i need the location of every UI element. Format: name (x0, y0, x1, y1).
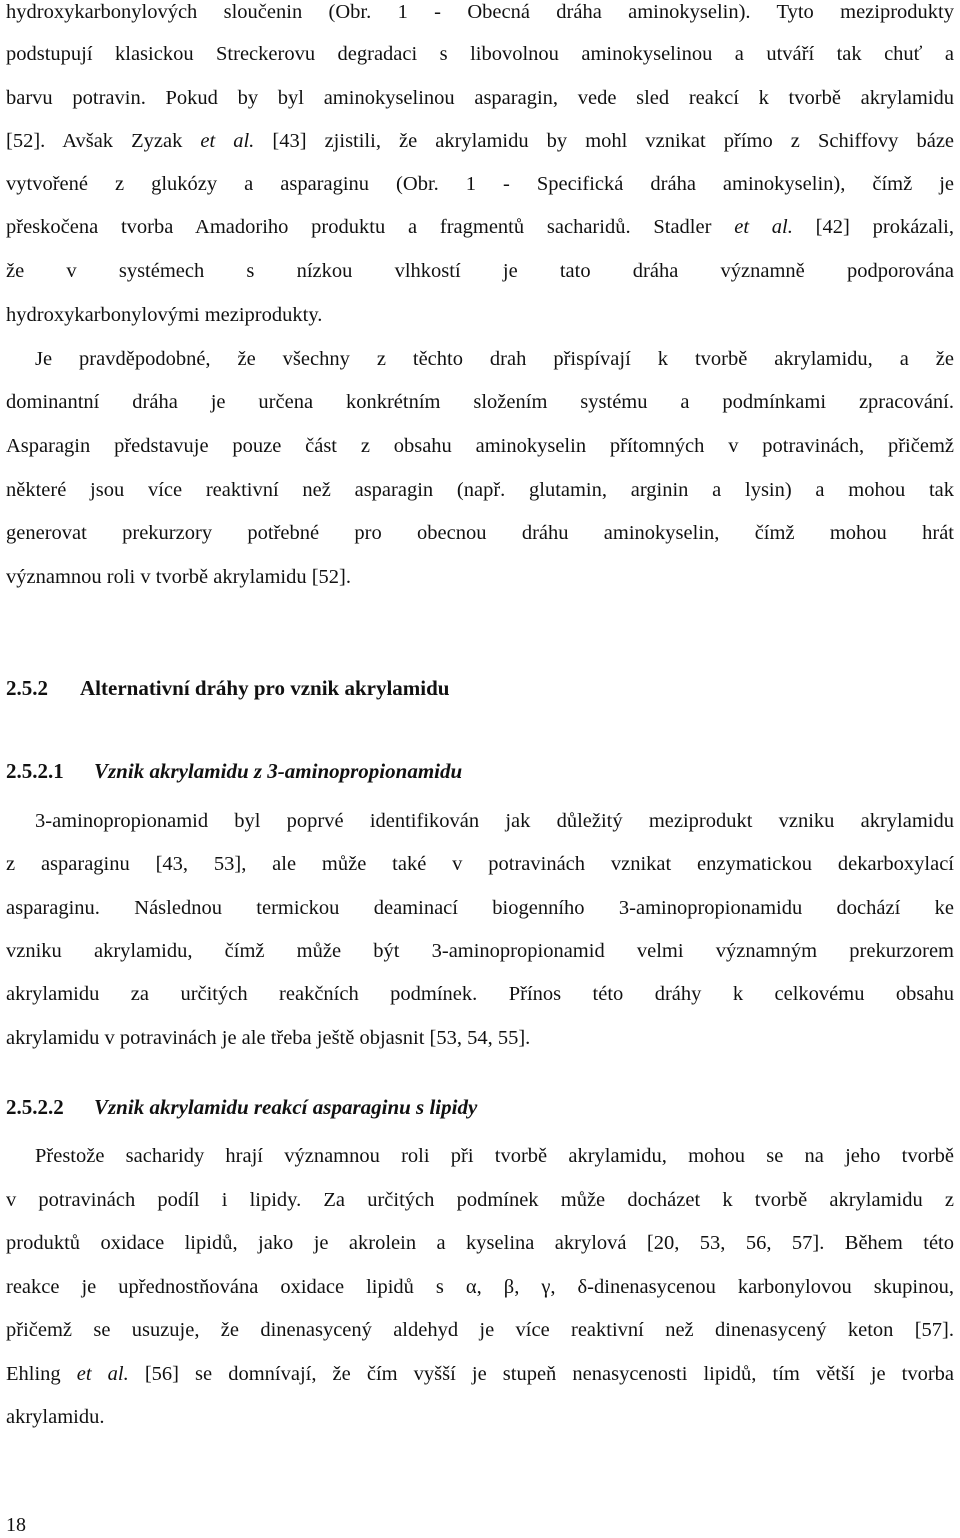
italic-et-al: et al. (200, 130, 255, 152)
text-span: Ehling (6, 1363, 61, 1385)
paragraph-line (6, 213, 954, 241)
section-number: 2.5.2 (6, 676, 48, 700)
paragraph-line: hydroxykarbonylových sloučenin (Obr. 1 - Obecná dráha aminokyselin). Tyto meziprodukty (6, 1, 954, 23)
paragraph-line: akrylamidu v potravinách je ale třeba ještě objasnit [53, 54, 55]. (6, 1027, 531, 1049)
subsection-number: 2.5.2.1 (6, 759, 64, 783)
paragraph-line: hydroxykarbonylovými meziprodukty. (6, 304, 323, 326)
paragraph-line: dominantní dráha je určena konkrétním složením systému a podmínkami zpracování. (6, 391, 954, 413)
paragraph-line: produktů oxidace lipidů, jako je akrolein a kyselina akrylová [20, 53, 56, 57]. Během této (6, 1232, 954, 1254)
paragraph-line: akrylamidu. (6, 1406, 105, 1428)
paragraph-line: v potravinách podíl i lipidy. Za určitých podmínek může docházet k tvorbě akrylamidu z (6, 1189, 954, 1211)
subsection-heading (6, 1093, 477, 1121)
paragraph-line: vzniku akrylamidu, čímž může být 3-aminopropionamid velmi významným prekurzorem (6, 940, 954, 962)
section-heading (6, 674, 450, 702)
paragraph-line: barvu potravin. Pokud by byl aminokyselinou asparagin, vede sled reakcí k tvorbě akrylamidu (6, 87, 954, 109)
paragraph-line: Asparagin představuje pouze část z obsahu aminokyselin přítomných v potravinách, přičemž (6, 435, 954, 457)
page-number: 18 (6, 1514, 26, 1536)
italic-et-al: et al. (734, 216, 793, 238)
paragraph-line: přičemž se usuzuje, že dinenasycený aldehyd je více reaktivní než dinenasycený keton [57]. (6, 1319, 954, 1341)
paragraph-line: že v systémech s nízkou vlhkostí je tato dráha významně podporována (6, 260, 954, 282)
text-span: [43] zjistili, že akrylamidu by mohl vznikat přímo z Schiffovy báze (272, 130, 954, 152)
paragraph-line: asparaginu. Následnou termickou deaminací biogenního 3-aminopropionamidu dochází ke (6, 897, 954, 919)
subsection-number: 2.5.2.2 (6, 1095, 64, 1119)
text-span: přeskočena tvorba Amadoriho produktu a fragmentů sacharidů. Stadler (6, 216, 712, 238)
subsection-title: Vznik akrylamidu reakcí asparaginu s lipidy (94, 1095, 478, 1119)
paragraph-line: generovat prekurzory potřebné pro obecnou dráhu aminokyselin, čímž mohou hrát (6, 522, 954, 544)
text-span: [42] prokázali, (815, 216, 954, 238)
paragraph-line: Přestože sacharidy hrají významnou roli při tvorbě akrylamidu, mohou se na jeho tvorbě (35, 1145, 954, 1167)
paragraph-line: některé jsou více reaktivní než asparagin (např. glutamin, arginin a lysin) a mohou tak (6, 479, 954, 501)
paragraph-line: reakce je upřednostňována oxidace lipidů s α, β, γ, δ-dinenasycenou karbonylovou skupinou, (6, 1276, 954, 1298)
italic-et-al: et al. (76, 1363, 129, 1385)
paragraph-line: akrylamidu za určitých reakčních podmínek. Přínos této dráhy k celkovému obsahu (6, 983, 954, 1005)
paragraph-line: 3-aminopropionamid byl poprvé identifikován jak důležitý meziprodukt vzniku akrylamidu (35, 810, 954, 832)
paragraph-line: z asparaginu [43, 53], ale může také v potravinách vznikat enzymatickou dekarboxylací (6, 853, 954, 875)
text-span: [56] se domnívají, že čím vyšší je stupeň nenasycenosti lipidů, tím větší je tvorba (144, 1363, 954, 1385)
paragraph-line: významnou roli v tvorbě akrylamidu [52]. (6, 566, 351, 588)
section-title: Alternativní dráhy pro vznik akrylamidu (80, 676, 450, 700)
paragraph-line (6, 1360, 954, 1388)
paragraph-line: Je pravděpodobné, že všechny z těchto drah přispívají k tvorbě akrylamidu, a že (35, 348, 954, 370)
text-span: [52]. Avšak Zyzak (6, 130, 183, 152)
paragraph-line: podstupují klasickou Streckerovu degradaci s libovolnou aminokyselinou a utváří tak chuť a (6, 43, 954, 65)
paragraph-line (6, 127, 954, 155)
subsection-title: Vznik akrylamidu z 3-aminopropionamidu (94, 759, 463, 783)
subsection-heading (6, 757, 462, 785)
paragraph-line: vytvořené z glukózy a asparaginu (Obr. 1 - Specifická dráha aminokyselin), čímž je (6, 173, 954, 195)
